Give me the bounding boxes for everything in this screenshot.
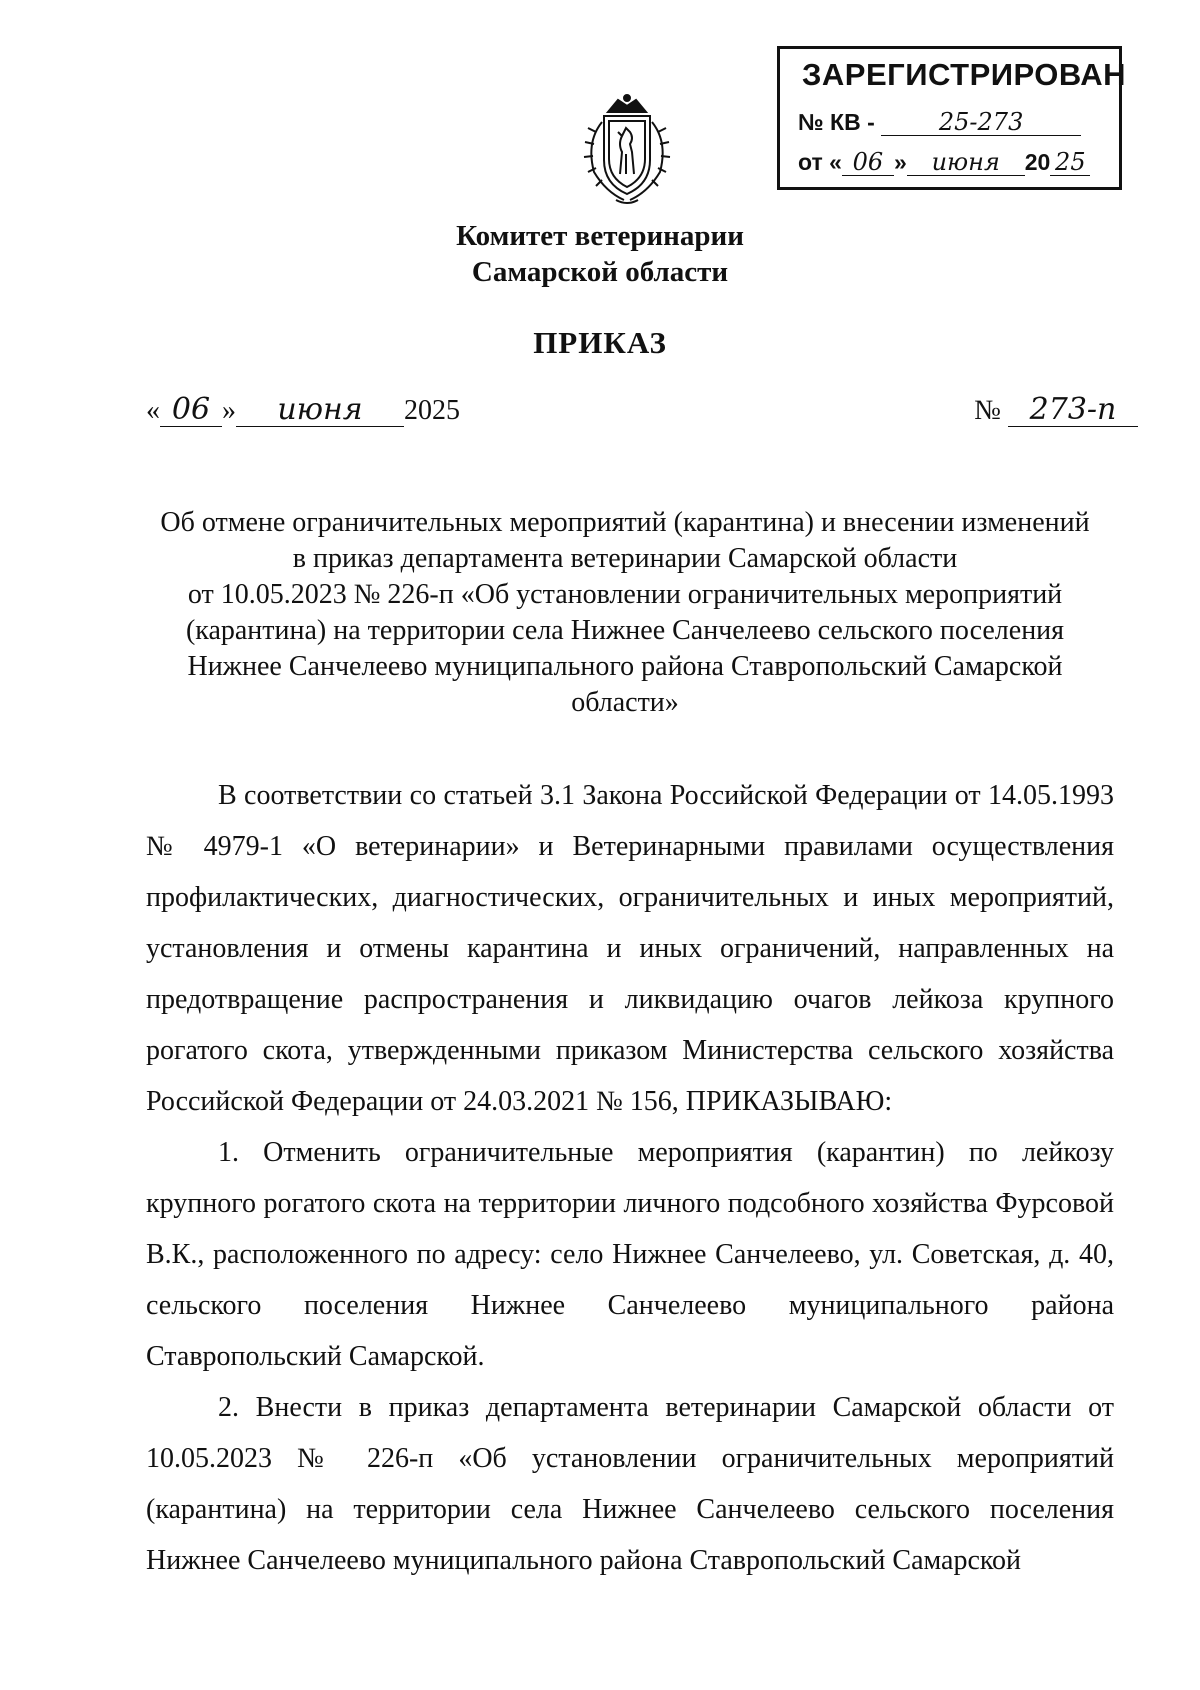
subject-line: (карантина) на территории села Нижнее Санчелеево сельского поселения [185, 615, 1065, 646]
stamp-date-sep: » [893, 149, 907, 175]
stamp-number-prefix: № КВ - [798, 109, 875, 135]
order-number-value: 273-п [1008, 394, 1138, 427]
order-date-quote-open: « [146, 395, 160, 426]
registration-stamp [777, 46, 1127, 190]
body-preamble: В соответствии со статьей 3.1 Закона Российской Федерации от 14.05.1993 № 4979-1 «О ветеринарии» и Ветеринарными правилами осуществления профилактических, диагностических, ограничительных и иных мероприятий, установления и отмены карантина и иных ограничений, направленных на предотвращение распространения и ликвидацию очагов лейкоза крупного рогатого скота, утвержденными приказом Министерства сельского хозяйства Российской Федерации от 24.03.2021 № 156, ПРИКАЗЫВАЮ: [146, 780, 1114, 1117]
stamp-date-year-suffix: 25 [1050, 149, 1090, 176]
stamp-title: ЗАРЕГИСТРИРОВАН [802, 57, 1127, 92]
body-item-1: 1. Отменить ограничительные мероприятия (карантин) по лейкозу крупного рогатого скота на территории личного подсобного хозяйства Фурсовой В.К., расположенного по адресу: село Нижнее Санчелеево, ул. Советская, д. 40, сельского поселения Нижнее Санчелеево муниципального района Ставропольский Самарской. [146, 1137, 1114, 1372]
order-date-year: 2025 [404, 395, 460, 426]
order-date-month: июня [236, 394, 404, 427]
order-date-quote-close: » [222, 395, 236, 426]
subject-line: Нижнее Санчелеево муниципального района Ставропольский Самарской [187, 651, 1063, 682]
subject-line: в приказ департамента ветеринарии Самарской области [292, 543, 958, 574]
stamp-number-line [798, 109, 1081, 136]
stamp-number-value: 25-273 [881, 109, 1081, 136]
stamp-date-year-prefix: 20 [1024, 149, 1051, 175]
samara-coat-of-arms-icon [568, 92, 686, 210]
subject-line: области» [571, 687, 679, 718]
organization-name [0, 218, 1200, 290]
org-line-1: Комитет ветеринарии [456, 220, 744, 252]
order-subject [130, 505, 1120, 721]
subject-line: от 10.05.2023 № 226-п «Об установлении ограничительных мероприятий [187, 579, 1063, 610]
stamp-date-day: 06 [842, 149, 894, 176]
order-number-label: № [974, 395, 1001, 426]
stamp-date-month: июня [907, 149, 1025, 176]
order-body [146, 770, 1114, 1586]
stamp-date-prefix: от « [798, 149, 842, 175]
order-number [974, 394, 1138, 427]
order-date-day: 06 [160, 394, 222, 427]
stamp-date-line [798, 149, 1090, 176]
org-line-2: Самарской области [471, 256, 729, 288]
document-type-title: ПРИКАЗ [533, 325, 667, 360]
subject-line: Об отмене ограничительных мероприятий (карантина) и внесении изменений [160, 507, 1090, 538]
body-item-2: 2. Внести в приказ департамента ветеринарии Самарской области от 10.05.2023 № 226-п «Об установлении ограничительных мероприятий (карантина) на территории села Нижнее Санчелеево сельского поселения Нижнее Санчелеево муниципального района Ставропольский Самарской [146, 1392, 1114, 1576]
order-date [146, 394, 460, 427]
